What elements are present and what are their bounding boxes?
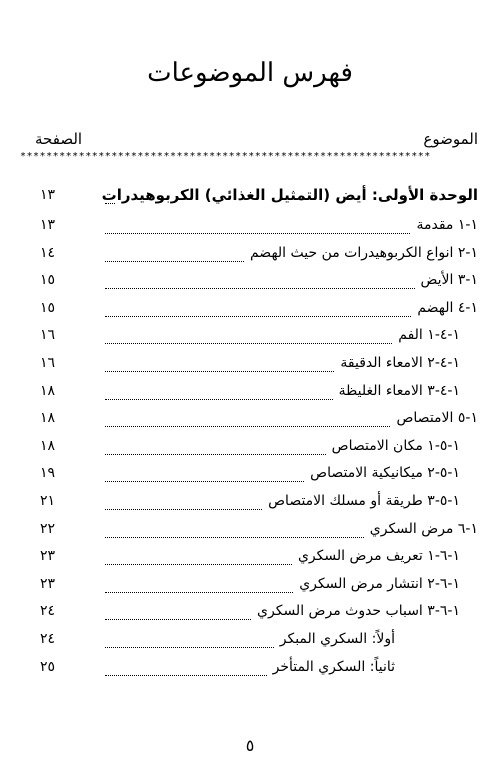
toc-dot-leader [105, 520, 364, 538]
toc-dot-leader [105, 382, 333, 400]
toc-entry-title: الوحدة الأولى: أيض (التمثيل الغذائي) الكربوهيدرات [101, 186, 478, 204]
toc-entry-page: ١٦ [40, 327, 56, 344]
table-of-contents [0, 178, 500, 681]
toc-entry-title: ١-٦ مرض السكري [369, 520, 478, 537]
toc-entry [0, 598, 500, 626]
toc-entry [0, 350, 500, 378]
toc-dot-leader [105, 271, 415, 289]
toc-entry-title: ١-٦-٣ اسباب حدوث مرض السكري [257, 603, 460, 620]
toc-entry-page: ١٥ [40, 272, 56, 289]
toc-dot-leader [105, 326, 392, 344]
toc-entry-title: ١-٤-٣ الامعاء الغليظة [338, 382, 460, 399]
toc-entry-page: ١٩ [40, 465, 56, 482]
toc-dot-leader [105, 630, 274, 648]
toc-entry-page: ١٨ [40, 410, 56, 427]
toc-entry-title: ١-٤ الهضم [417, 299, 478, 316]
toc-entry-page: ٢٣ [40, 548, 56, 565]
toc-dot-leader [105, 244, 244, 262]
toc-entry [0, 240, 500, 268]
toc-entry-page: ١٦ [40, 354, 56, 371]
toc-entry-title: ١-٣ الأيض [420, 272, 478, 289]
toc-dot-leader [105, 547, 292, 565]
toc-entry [0, 654, 500, 682]
toc-entry-title: ١-٥-٢ ميكانيكية الامتصاص [310, 465, 460, 482]
toc-entry-page: ٢٤ [40, 630, 56, 647]
toc-entry-page: ٢٤ [40, 603, 56, 620]
toc-dot-leader [105, 492, 262, 510]
toc-entry [0, 571, 500, 599]
toc-entry-title: ثانياً: السكري المتأخر [272, 658, 395, 675]
toc-dot-leader [105, 354, 334, 372]
toc-entry [0, 433, 500, 461]
toc-entry-title: ١-٢ انواع الكربوهيدرات من حيث الهضم [249, 244, 478, 261]
toc-entry-page: ١٤ [40, 244, 56, 261]
toc-entry-page: ٢٢ [40, 520, 56, 537]
toc-entry [0, 267, 500, 295]
toc-dot-leader [105, 464, 304, 482]
toc-entry [0, 488, 500, 516]
toc-entry-title: ١-٥-١ مكان الامتصاص [331, 437, 460, 454]
toc-entry [0, 178, 500, 212]
toc-entry [0, 460, 500, 488]
page-title: فهرس الموضوعات [147, 58, 353, 88]
toc-entry-title: ١-٦-٢ انتشار مرض السكري [299, 575, 460, 592]
toc-entry-title: أولاً: السكري المبكر [279, 630, 395, 647]
toc-dot-leader [105, 437, 326, 455]
toc-entry-title: ١-٥ الامتصاص [396, 410, 478, 427]
toc-dot-leader [105, 409, 390, 427]
toc-entry-page: ٢٣ [40, 575, 56, 592]
toc-entry [0, 626, 500, 654]
toc-dot-leader [105, 658, 267, 676]
toc-entry [0, 543, 500, 571]
toc-entry-page: ٢١ [40, 492, 56, 509]
toc-entry-title: ١-١ مقدمة [416, 217, 478, 233]
toc-dot-leader [105, 602, 251, 620]
toc-entry [0, 405, 500, 433]
star-separator: *************************************************************** [20, 151, 431, 162]
toc-entry-page: ١٨ [40, 437, 56, 454]
page-column-header: الصفحة [35, 130, 83, 148]
toc-entry [0, 212, 500, 240]
toc-entry-page: ٢٥ [40, 658, 56, 675]
toc-entry-page: ١٣ [40, 217, 56, 233]
toc-entry [0, 378, 500, 406]
toc-dot-leader [105, 186, 115, 204]
page-number: ٥ [245, 736, 255, 755]
toc-entry-page: ١٣ [40, 187, 56, 203]
toc-dot-leader [105, 299, 411, 317]
toc-entry [0, 322, 500, 350]
toc-entry-title: ١-٦-١ تعريف مرض السكري [297, 548, 460, 565]
toc-entry-title: ١-٤-١ الفم [398, 327, 460, 344]
toc-entry-title: ١-٥-٣ طريقة أو مسلك الامتصاص [268, 492, 460, 509]
toc-entry-title: ١-٤-٢ الامعاء الدقيقة [340, 354, 460, 371]
toc-entry [0, 295, 500, 323]
toc-entry-page: ١٨ [40, 382, 56, 399]
toc-entry [0, 516, 500, 544]
toc-dot-leader [105, 216, 410, 234]
toc-entry-page: ١٥ [40, 299, 56, 316]
toc-dot-leader [105, 575, 293, 593]
topic-column-header: الموضوع [423, 130, 478, 148]
